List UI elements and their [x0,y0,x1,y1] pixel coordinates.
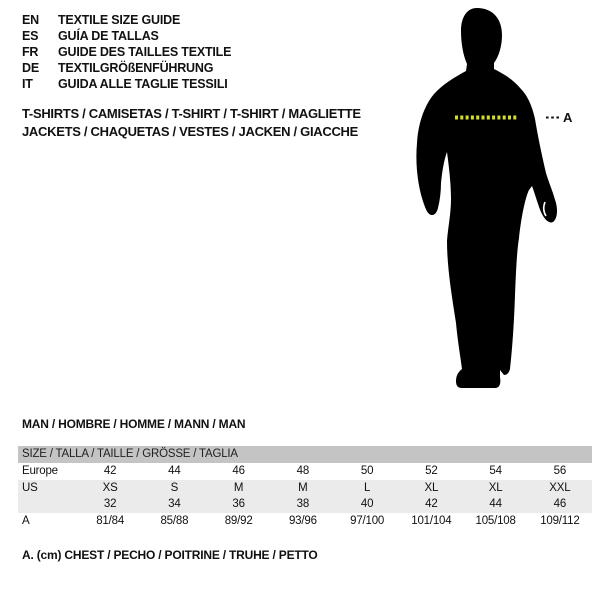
table-cell: 38 [296,498,310,510]
table-cell: 52 [425,465,438,477]
table-cell: 44 [489,498,502,510]
man-silhouette-figure [395,0,600,400]
language-title: GUIDE DES TAILLES TEXTILE [58,45,232,59]
table-cell: 85/88 [160,514,189,527]
table-cell: S [170,481,179,494]
language-row [22,60,231,76]
language-title: TEXTILE SIZE GUIDE [58,13,181,27]
language-code: FR [22,45,39,59]
table-cell: 109/112 [540,514,580,527]
category-line-jackets: JACKETS / CHAQUETAS / VESTES / JACKEN / GIACCHE [22,123,358,139]
row-label: A [22,514,30,527]
table-cell: 93/96 [288,514,317,527]
table-cell: XS [102,481,118,494]
table-cell: M [298,481,308,494]
table-cell: XL [424,481,439,494]
language-row [22,12,231,28]
table-cell: 46 [232,465,245,477]
table-cell: XL [488,481,503,494]
category-line-tshirts: T-SHIRTS / CAMISETAS / T-SHIRT / T-SHIRT / MAGLIETTE [22,106,361,121]
table-cell: 40 [360,498,374,510]
row-label: US [22,481,38,494]
table-row-europe [18,463,592,480]
table-cell: 46 [553,498,567,510]
table-cell: M [233,481,244,494]
table-cell: 54 [489,465,502,477]
table-cell: 89/92 [224,514,253,527]
language-title: GUÍA DE TALLAS [58,29,159,43]
table-cell: 42 [425,498,438,510]
category-lines [22,105,361,140]
table-cell: 56 [553,465,567,477]
table-cell: 105/108 [475,514,516,527]
size-table-header: SIZE / TALLA / TAILLE / GRÖSSE / TAGLIA [18,446,592,463]
measure-label-a: A [563,110,573,125]
man-silhouette [416,8,557,388]
language-code: ES [22,29,39,43]
section-title-man: MAN / HOMBRE / HOMME / MANN / MAN [22,417,246,431]
language-code: DE [22,61,39,75]
row-label: Europe [22,465,58,477]
language-code: IT [22,77,33,91]
language-title: TEXTILGRÖßENFÜHRUNG [58,61,214,75]
measurement-footnote: A. (cm) CHEST / PECHO / POITRINE / TRUHE / PETTO [22,548,318,562]
size-table [18,446,592,529]
table-cell: 50 [360,465,374,477]
language-row [22,44,231,60]
table-cell: 101/104 [411,514,452,527]
table-cell: 32 [103,498,117,510]
table-cell: 42 [103,465,117,477]
table-cell: 48 [296,465,310,477]
table-cell: 97/100 [350,514,385,527]
table-cell: XXL [549,481,571,494]
table-row-us-letters [18,480,592,497]
language-title: GUIDA ALLE TAGLIE TESSILI [58,77,228,91]
table-cell: 44 [168,465,181,477]
table-cell: 36 [232,498,245,510]
language-list [22,12,231,92]
table-cell: 34 [168,498,181,510]
language-row [22,28,231,44]
language-row [22,76,231,92]
row-label [18,496,78,513]
table-row-chest-a [18,513,592,530]
table-cell: 81/84 [96,514,125,527]
table-cell: L [364,481,371,494]
table-row-us-numbers [18,496,592,513]
language-code: EN [22,13,39,27]
